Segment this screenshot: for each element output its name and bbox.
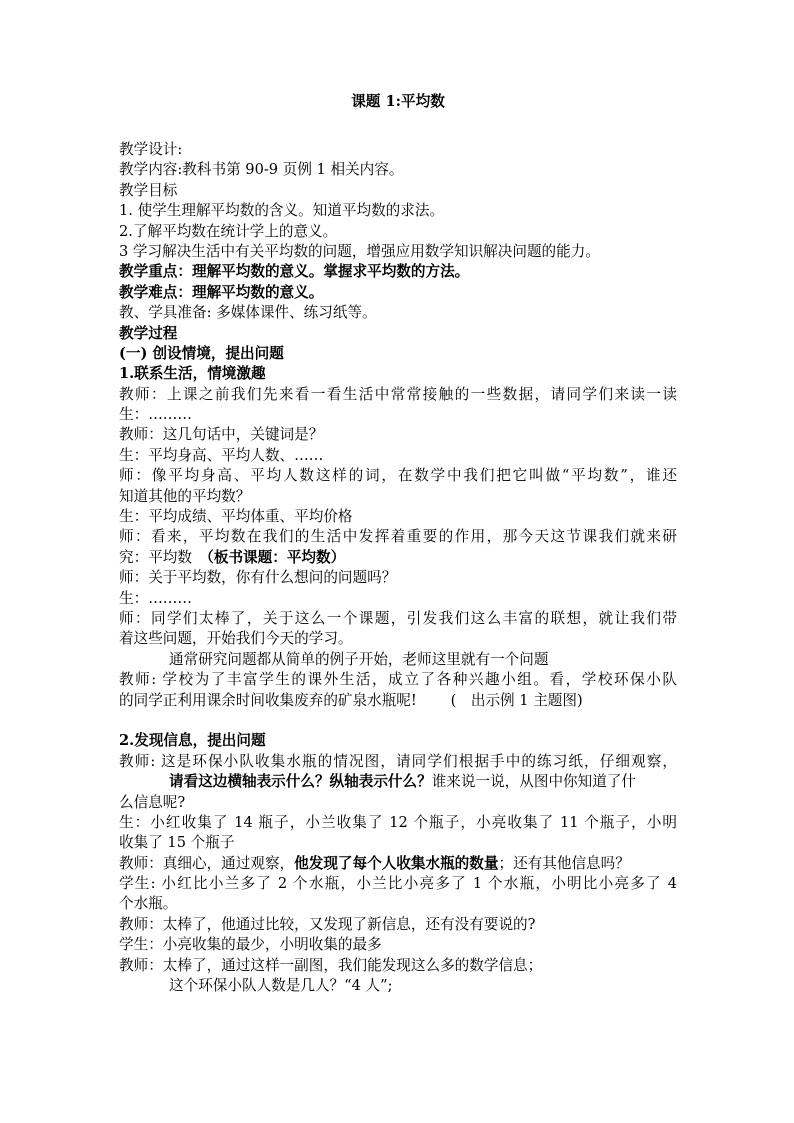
emphasis-run: 他发现了每个人收集水瓶的数量 [294,854,499,872]
text-line: 收集了 15 个瓶子 [119,834,235,852]
text-line: 学生: 小红比小兰多了 2 个水瓶，小兰比小亮多了 1 个水瓶，小明比小亮多了 4 [119,875,677,893]
text-line [119,548,677,568]
text-line: 师：同学们太棒了，关于这么一个课题，引发我们这么丰富的联想，就让我们带 [119,609,677,627]
lesson-title: 课题 1:平均数 [351,93,445,110]
text-line: 个水瓶。 [119,895,178,913]
emphasis-run: 请看这边横轴表示什么？纵轴表示什么？ [169,773,432,791]
section-heading: (一) 创设情境，提出问题 [119,344,284,362]
text-run: 教师：真细心，通过观察， [119,854,295,872]
text-line: 教、学具准备: 多媒体课件、练习纸等。 [119,304,377,322]
text-line: 这个环保小队人数是几人？“4 人”; [169,977,393,995]
text-line: 教师：太棒了，他通过比较，又发现了新信息，还有没有要说的? [119,915,536,933]
blank-line [119,711,677,731]
section-heading: 1.联系生活，情境激趣 [119,365,266,383]
text-line: 师：看来，平均数在我们的生活中发挥着重要的作用，那今天这节课我们就来研 [119,528,677,546]
key-point-heading: 教学重点：理解平均数的意义。掌握求平均数的方法。 [119,263,470,281]
text-line: 教师：太棒了，通过这样一副图，我们能发现这么多的数学信息； [119,956,543,974]
text-line: 师：关于平均数，你有什么想问的问题吗？ [119,569,397,587]
section-heading: 2.发现信息，提出问题 [119,732,266,750]
text-line: 1. 使学生理解平均数的含义。知道平均数的求法。 [119,202,445,220]
text-line: 生：……… [119,589,192,607]
text-run: 究：平均数 [119,548,207,566]
text-line: 着这些问题，开始我们今天的学习。 [119,630,353,648]
text-line: 学生：小亮收集的最少，小明收集的最多 [119,936,382,954]
text-line: 生：……… [119,406,192,424]
text-line: 3 学习解决生活中有关平均数的问题，增强应用数学知识解决问题的能力。 [119,242,600,260]
text-line: 教学目标 [119,181,178,199]
text-line: 么信息呢? [119,793,186,811]
board-title: （板书课题：平均数） [206,548,346,566]
text-line: 生：平均成绩、平均体重、平均价格 [119,508,353,526]
text-run: 谁来说一说，从图中你知道了什 [431,773,637,791]
document-page [119,92,677,996]
text-line: 生：小红收集了 14 瓶子，小兰收集了 12 个瓶子，小亮收集了 11 个瓶子，小明 [119,813,677,831]
text-line [119,772,677,792]
text-line: 的同学正利用课余时间收集废弃的矿泉水瓶呢! ( 出示例 1 主题图) [119,691,583,709]
text-run: ；还有其他信息吗？ [498,854,630,872]
section-heading: 教学过程 [119,324,178,342]
difficult-point-heading: 教学难点：理解平均数的意义。 [119,283,324,301]
text-line: 教师：上课之前我们先来看一看生活中常常接触的一些数据，请同学们来读一读 [119,385,677,403]
text-line: 教师: 这是环保小队收集水瓶的情况图，请同学们根据手中的练习纸，仔细观察， [119,752,677,770]
text-line: 生：平均身高、平均人数、…… [119,446,324,464]
text-line: 教学内容:教科书第 90-9 页例 1 相关内容。 [119,161,404,179]
text-line [119,854,677,874]
text-line: 教学设计: [119,141,183,158]
text-line: 2.了解平均数在统计学上的意义。 [119,222,338,240]
text-line: 教师: 学校为了丰富学生的课外生活，成立了各种兴趣小组。看，学校环保小队 [119,671,677,689]
text-line: 教师：这几句话中，关键词是？ [119,426,324,444]
text-line: 通常研究问题都从简单的例子开始，老师这里就有一个问题 [169,650,549,668]
text-line: 师：像平均身高、平均人数这样的词，在数学中我们把它叫做“平均数”，谁还 [119,467,677,485]
text-line: 知道其他的平均数？ [119,487,251,505]
